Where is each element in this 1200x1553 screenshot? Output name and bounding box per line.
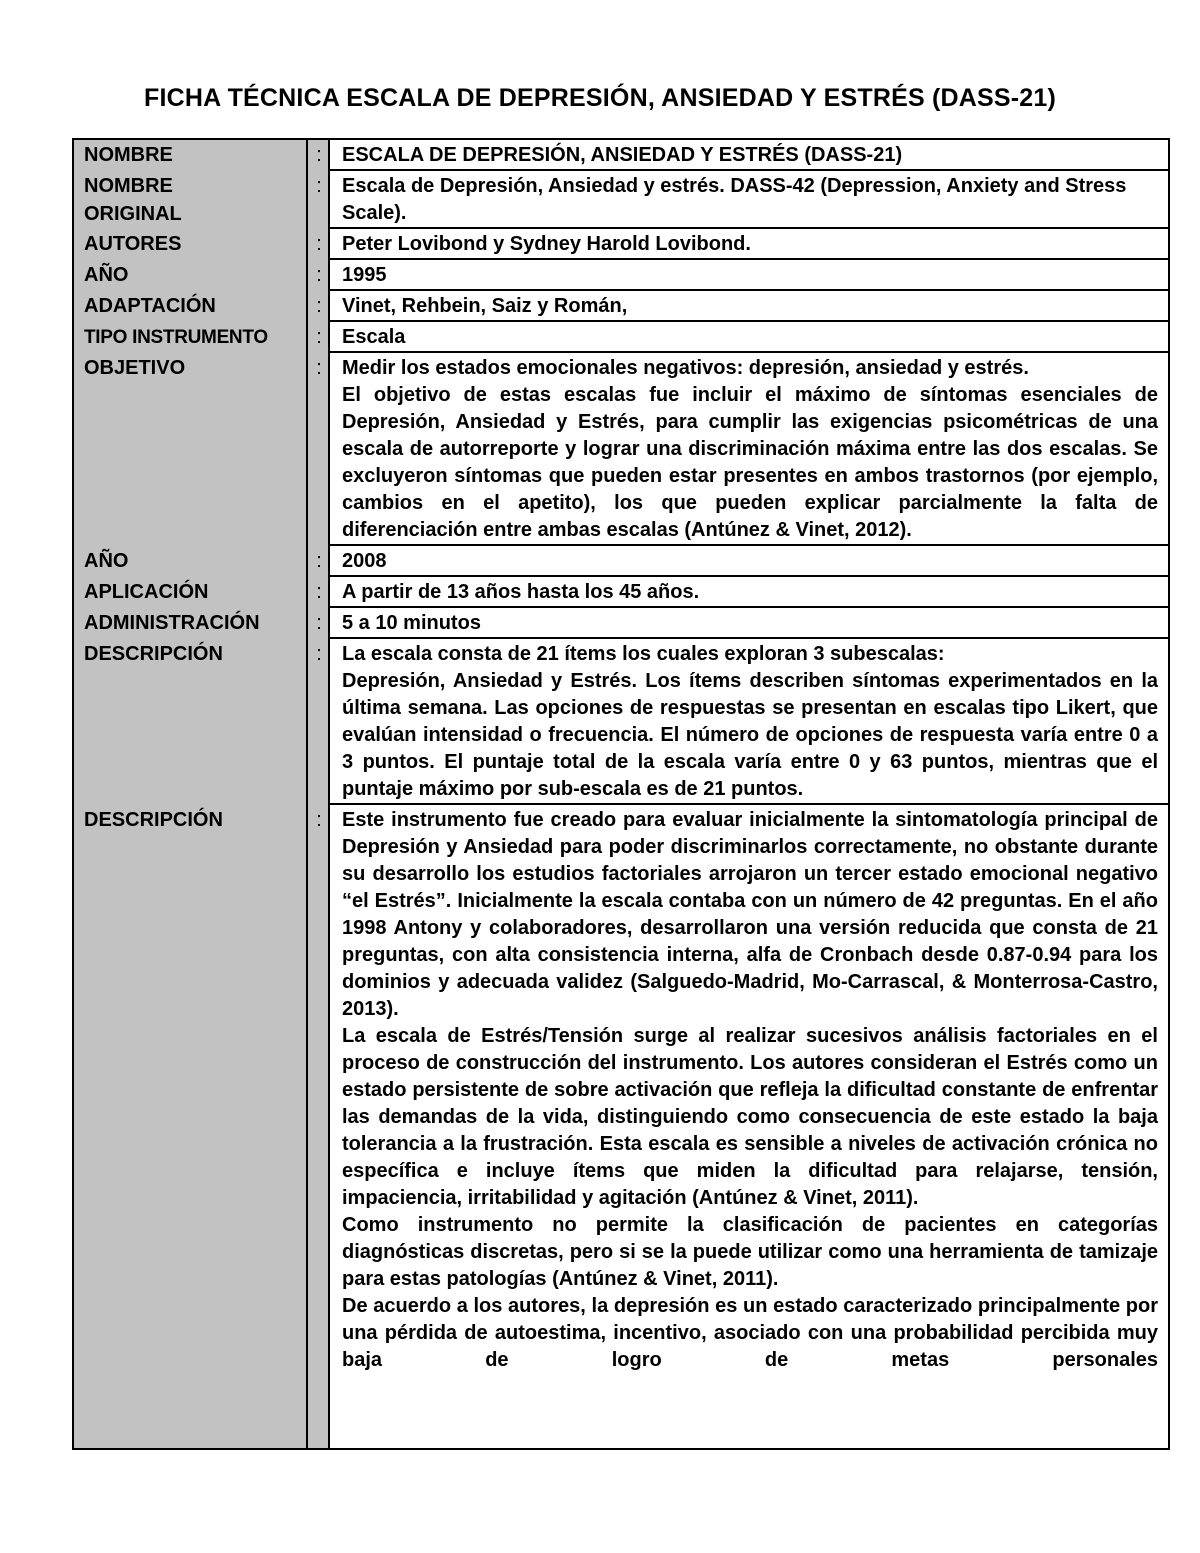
row-separator: : [316,612,322,634]
table-row [74,171,1168,229]
row-separator: : [316,233,322,255]
table-row [74,322,1168,353]
row-label-ano: AÑO [84,264,129,286]
row-separator: : [316,581,322,603]
descripcion-paragraph: Este instrumento fue creado para evaluar inicialmente la sintomatología principal de Depresión y Ansiedad para poder discriminarlos correctamente, no obstante durante su desarrollo los estudios factoriales arrojaron un tercer estado emocional negativo “el Estrés”. Inicialmente la escala contaba con un número de 42 preguntas. En el año 1998 Antony y colaboradores, desarrollaron una versión reducida que consta de 21 preguntas, con alta consistencia interna, alfa de Cronbach desde 0.87-0.94 para los dominios y adecuada validez (Salguedo-Madrid, Mo-Carrascal, & Monterrosa-Castro, 2013). [342,809,1158,1020]
row-value-ano-2: 2008 [330,546,1168,577]
row-value-objetivo [330,353,1168,546]
data-sheet-table [72,138,1170,1450]
row-value-descripcion [330,639,1168,805]
objetivo-paragraph: El objetivo de estas escalas fue incluir el máximo de síntomas esenciales de Depresión, Ansiedad y Estrés, para cumplir las exigencias psicométricas de una escala de autorreporte y lograr una discriminación máxima entre las dos escalas. Se excluyeron síntomas que pueden estar presentes en ambos trastornos (por ejemplo, cambios en el apetito), los que pueden explicar parcialmente la falta de diferenciación entre ambas escalas (Antúnez & Vinet, 2012). [342,384,1158,541]
table-row [74,260,1168,291]
descripcion-paragraph: Depresión, Ansiedad y Estrés. Los ítems describen síntomas experimentados en la última semana. Las opciones de respuestas se presentan en escalas tipo Likert, que evalúan intensidad o frecuencia. El número de opciones de respuesta varía entre 0 a 3 puntos. El puntaje total de la escala varía entre 0 y 63 puntos, mientras que el puntaje máximo por sub-escala es de 21 puntos. [342,670,1158,800]
descripcion-paragraph: De acuerdo a los autores, la depresión es un estado caracterizado principalmente por una pérdida de autoestima, incentivo, asociado con una probabilidad percibida muy baja de logro de metas personales [342,1295,1158,1371]
row-separator: : [316,326,322,348]
row-label-aplicacion: APLICACIÓN [84,581,209,603]
row-label-nombre-original: NOMBRE ORIGINAL [84,175,182,225]
table-row [74,546,1168,577]
table-row [74,805,1168,1374]
table-row [74,608,1168,639]
row-separator: : [316,550,322,572]
row-value-descripcion-2 [330,805,1168,1374]
row-label-descripcion: DESCRIPCIÓN [84,643,223,665]
row-value-nombre-original: Escala de Depresión, Ansiedad y estrés. DASS-42 (Depression, Anxiety and Stress Scale). [330,171,1168,229]
table-row [74,639,1168,805]
table-row [74,140,1168,171]
row-label-administracion: ADMINISTRACIÓN [84,612,260,634]
row-separator: : [316,809,322,831]
row-value-nombre: ESCALA DE DEPRESIÓN, ANSIEDAD Y ESTRÉS (DASS-21) [330,140,1168,171]
row-value-adaptacion: Vinet, Rehbein, Saiz y Román, [330,291,1168,322]
row-separator: : [316,357,322,379]
row-separator: : [316,264,322,286]
row-value-tipo-instrumento: Escala [330,322,1168,353]
row-separator: : [316,144,322,166]
row-value-aplicacion: A partir de 13 años hasta los 45 años. [330,577,1168,608]
row-label-nombre: NOMBRE [84,144,173,166]
row-label-adaptacion: ADAPTACIÓN [84,295,216,317]
row-value-administracion: 5 a 10 minutos [330,608,1168,639]
row-label-descripcion-2: DESCRIPCIÓN [84,809,223,831]
row-label-objetivo: OBJETIVO [84,357,186,379]
row-label-ano-2: AÑO [84,550,129,572]
table-row [74,291,1168,322]
objetivo-paragraph: Medir los estados emocionales negativos: depresión, ansiedad y estrés. [342,357,1029,379]
page-title: FICHA TÉCNICA ESCALA DE DEPRESIÓN, ANSIEDAD Y ESTRÉS (DASS-21) [143,84,1057,112]
row-value-ano: 1995 [330,260,1168,291]
row-separator: : [316,175,322,197]
descripcion-paragraph: La escala de Estrés/Tensión surge al realizar sucesivos análisis factoriales en el proceso de construcción del instrumento. Los autores consideran el Estrés como un estado persistente de sobre activación que refleja la dificultad constante de enfrentar las demandas de la vida, distinguiendo como consecuencia de este estado la baja tolerancia a la frustración. Esta escala es sensible a niveles de activación crónica no específica e incluye ítems que miden la dificultad para relajarse, tensión, impaciencia, irritabilidad y agitación (Antúnez & Vinet, 2011). [342,1025,1158,1209]
row-separator: : [316,295,322,317]
row-value-autores: Peter Lovibond y Sydney Harold Lovibond. [330,229,1168,260]
table-row [74,229,1168,260]
descripcion-paragraph: Como instrumento no permite la clasificación de pacientes en categorías diagnósticas discretas, pero si se la puede utilizar como una herramienta de tamizaje para estas patologías (Antúnez & Vinet, 2011). [342,1214,1158,1290]
descripcion-paragraph: La escala consta de 21 ítems los cuales exploran 3 subescalas: [342,643,945,665]
row-separator: : [316,643,322,665]
row-label-autores: AUTORES [84,233,182,255]
table-row [74,353,1168,546]
table-row [74,577,1168,608]
row-label-tipo-instrumento: TIPO INSTRUMENTO [84,327,268,348]
